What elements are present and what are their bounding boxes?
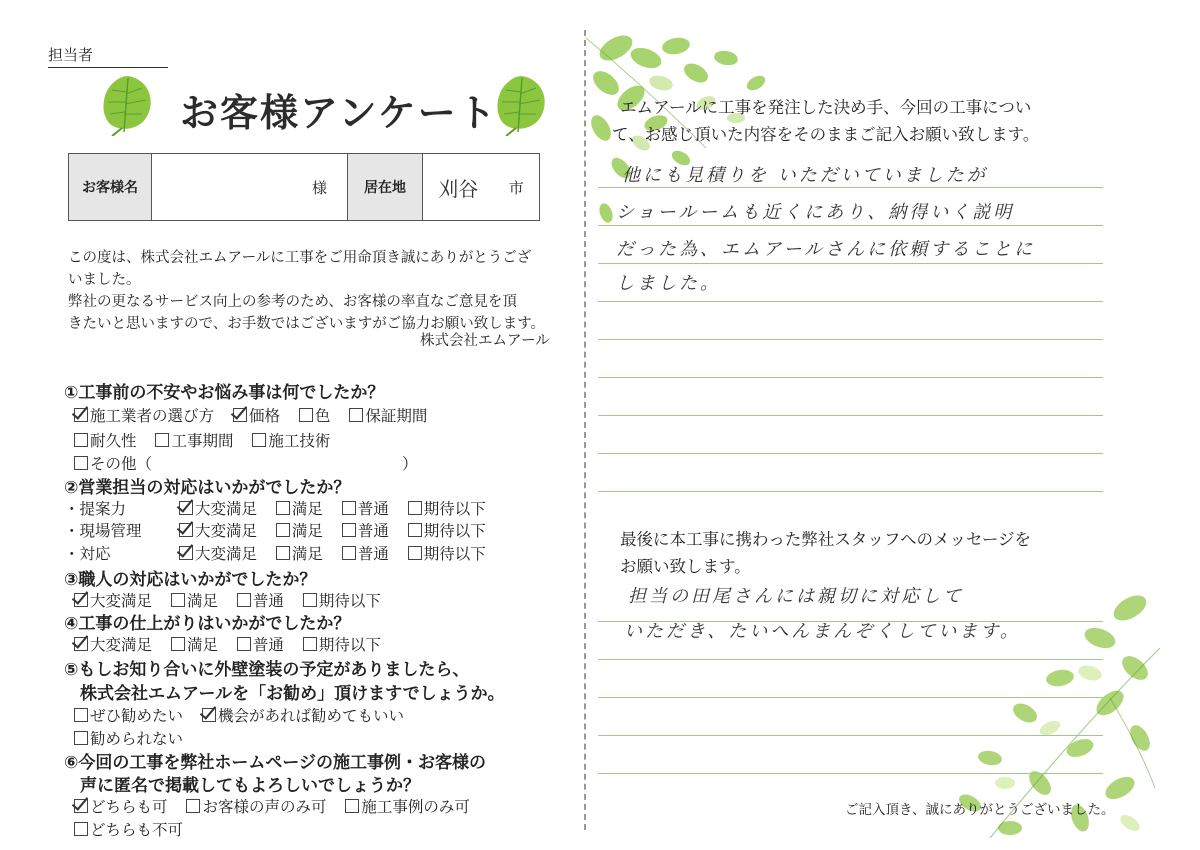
intro-line: この度は、株式会社エムアールに工事をご用命頂き誠にありがとうござ — [68, 250, 532, 266]
choice-label: 普通 — [357, 545, 389, 563]
q5-option[interactable] — [74, 704, 183, 726]
checkbox[interactable] — [342, 501, 356, 515]
q1-option[interactable] — [299, 404, 331, 426]
checkbox[interactable] — [345, 799, 359, 813]
checkbox[interactable] — [276, 546, 290, 560]
residence-suffix: 市 — [508, 178, 524, 197]
q4-title: ④工事の仕上がりはいかがでしたか？ — [64, 614, 351, 634]
checkbox[interactable] — [303, 637, 317, 651]
checkbox[interactable] — [186, 799, 200, 813]
checkbox-checked[interactable] — [179, 523, 193, 537]
q2-title: ②営業担当の対応はいかがでしたか？ — [64, 478, 351, 498]
customer-name-label: お客様名 — [69, 154, 152, 220]
q2-choice[interactable] — [408, 519, 486, 541]
intro-line: いました。 — [68, 272, 141, 288]
q6-title-line2: 声に匿名で掲載してもよろしいでしょうか？ — [80, 776, 420, 796]
choice-label: 満足 — [186, 592, 218, 610]
q2-choice[interactable] — [342, 497, 389, 519]
other-close-paren: ） — [402, 455, 418, 473]
q2-choice[interactable] — [408, 542, 486, 564]
checkbox[interactable] — [276, 501, 290, 515]
option-label: 色 — [314, 407, 331, 425]
q6-options-row1 — [74, 795, 484, 817]
q1-options-row3 — [74, 452, 418, 474]
checkbox[interactable] — [349, 408, 363, 422]
checkbox-checked[interactable] — [233, 408, 247, 422]
q5-options-row2 — [74, 727, 197, 749]
prompt1-line1: エムアールに工事を発注した決め手、今回の工事につい — [620, 98, 1032, 117]
tantou-label: 担当者 — [48, 44, 168, 68]
choice-label: 満足 — [291, 545, 323, 563]
choice-label: 大変満足 — [194, 500, 257, 518]
q4-choice[interactable] — [74, 633, 152, 655]
prompt1-line2: て、お感じ頂いた内容をそのままご記入お願い致します。 — [612, 125, 1040, 144]
q1-option[interactable] — [74, 404, 214, 426]
checkbox[interactable] — [74, 708, 88, 722]
q2-choice[interactable] — [179, 542, 257, 564]
checkbox-checked[interactable] — [202, 708, 216, 722]
q6-option[interactable] — [186, 795, 326, 817]
checkbox[interactable] — [171, 593, 185, 607]
checkbox[interactable] — [408, 523, 422, 537]
q2-row-label: ・提案力 — [64, 500, 127, 518]
option-label: どちらも不可 — [90, 821, 184, 839]
choice-label: 普通 — [252, 636, 284, 654]
q3-choice[interactable] — [303, 589, 381, 611]
choice-label: 期待以下 — [423, 522, 486, 540]
checkbox[interactable] — [74, 433, 88, 447]
q2-choice[interactable] — [179, 519, 257, 541]
q2-row — [64, 542, 500, 564]
q4-choice[interactable] — [303, 633, 381, 655]
q1-option-other[interactable] — [74, 452, 152, 474]
prompt2-line2: お願い致します。 — [620, 557, 751, 576]
checkbox[interactable] — [299, 408, 313, 422]
customer-info-table — [68, 153, 540, 221]
checkbox[interactable] — [237, 637, 251, 651]
q5-title-line2: 株式会社エムアールを「お勧め」頂けますでしょうか。 — [80, 684, 505, 704]
choice-label: 大変満足 — [90, 636, 153, 654]
checkbox[interactable] — [342, 546, 356, 560]
page-title: お客様アンケート — [180, 91, 498, 135]
choice-label: 期待以下 — [318, 592, 381, 610]
q1-option[interactable] — [74, 429, 137, 451]
q4-choice[interactable] — [237, 633, 284, 655]
checkbox[interactable] — [74, 456, 88, 470]
option-label: 勧められない — [90, 730, 184, 748]
thanks-note: ご記入頂き、誠にありがとうございました。 — [845, 802, 1115, 818]
q2-choice[interactable] — [408, 497, 486, 519]
q2-choice[interactable] — [179, 497, 257, 519]
q3-options — [74, 589, 395, 611]
intro-line: きたいと思いますので、お手数ではございますがご協力お願い致します。 — [68, 316, 546, 332]
q3-choice[interactable] — [237, 589, 284, 611]
choice-label: 大変満足 — [90, 592, 153, 610]
q2-row — [64, 497, 500, 519]
q6-option[interactable] — [74, 795, 168, 817]
choice-label: 普通 — [357, 500, 389, 518]
residence-field[interactable] — [423, 154, 539, 220]
option-label: 施工技術 — [268, 432, 331, 450]
choice-label: 大変満足 — [194, 522, 257, 540]
q2-row-label: ・現場管理 — [64, 522, 142, 540]
checkbox[interactable] — [155, 433, 169, 447]
q4-options — [74, 633, 395, 655]
checkbox[interactable] — [74, 731, 88, 745]
q1-option[interactable] — [349, 404, 427, 426]
checkbox-checked[interactable] — [74, 408, 88, 422]
option-label: お客様の声のみ可 — [202, 798, 327, 816]
q1-title: ①工事前の不安やお悩み事は何でしたか？ — [64, 383, 385, 403]
option-label: 工事期間 — [171, 432, 234, 450]
option-label: 耐久性 — [90, 432, 137, 450]
q1-option[interactable] — [233, 404, 280, 426]
q2-choice[interactable] — [276, 519, 323, 541]
checkbox-checked[interactable] — [74, 799, 88, 813]
choice-label: 満足 — [186, 636, 218, 654]
q1-option[interactable] — [155, 429, 233, 451]
choice-label: 普通 — [357, 522, 389, 540]
leaf-icon-left — [98, 72, 158, 136]
q5-option[interactable] — [74, 727, 183, 749]
answer2-ruled-lines — [598, 584, 1103, 774]
q6-option[interactable] — [74, 818, 183, 840]
checkbox[interactable] — [276, 523, 290, 537]
checkbox[interactable] — [171, 637, 185, 651]
leaf-icon-right — [492, 72, 552, 136]
answer1-line: だった為、エムアールさんに依頼することに — [616, 239, 1036, 260]
option-label: 施工事例のみ可 — [361, 798, 470, 816]
choice-label: 満足 — [291, 500, 323, 518]
q5-title-line1: ⑤もしお知り合いに外壁塗装の予定がありましたら、 — [64, 660, 470, 680]
q6-options-row2 — [74, 818, 197, 840]
option-label: どちらも可 — [90, 798, 168, 816]
q2-choice[interactable] — [342, 519, 389, 541]
q2-choice[interactable] — [276, 497, 323, 519]
q4-choice[interactable] — [171, 633, 218, 655]
choice-label: 普通 — [252, 592, 284, 610]
q2-row-label: ・対応 — [64, 545, 111, 563]
checkbox-checked[interactable] — [179, 546, 193, 560]
checkbox[interactable] — [74, 822, 88, 836]
choice-label: 満足 — [291, 522, 323, 540]
customer-name-suffix: 様 — [311, 178, 327, 197]
q5-options-row1 — [74, 704, 418, 726]
answer1-line: しました。 — [616, 273, 721, 294]
q3-choice[interactable] — [74, 589, 152, 611]
customer-name-field[interactable] — [152, 154, 348, 220]
q5-option[interactable] — [202, 704, 404, 726]
answer2-line: いただき、たいへんまんぞくしています。 — [624, 621, 1021, 642]
q2-choice[interactable] — [276, 542, 323, 564]
checkbox-checked[interactable] — [74, 637, 88, 651]
intro-line: 弊社の更なるサービス向上の参考のため、お客様の率直なご意見を頂 — [68, 294, 517, 310]
prompt2-line1: 最後に本工事に携わった弊社スタッフへのメッセージを — [620, 530, 1032, 549]
q2-row — [64, 519, 500, 541]
checkbox[interactable] — [408, 501, 422, 515]
option-label: 施工業者の選び方 — [90, 407, 215, 425]
q3-choice[interactable] — [171, 589, 218, 611]
checkbox-checked[interactable] — [74, 593, 88, 607]
residence-label: 居在地 — [348, 154, 423, 220]
q6-option[interactable] — [345, 795, 470, 817]
option-label: その他（ — [90, 455, 153, 473]
option-label: 保証期間 — [365, 407, 428, 425]
company-name: 株式会社エムアール — [420, 333, 550, 349]
q2-choice[interactable] — [342, 542, 389, 564]
answer1-line: ショールームも近くにあり、納得いく説明 — [616, 202, 1015, 223]
intro-text — [68, 247, 568, 335]
choice-label: 大変満足 — [194, 545, 257, 563]
checkbox[interactable] — [408, 546, 422, 560]
q6-title-line1: ⑥今回の工事を弊社ホームページの施工事例・お客様の — [64, 753, 487, 773]
checkbox[interactable] — [342, 523, 356, 537]
option-label: 価格 — [248, 407, 280, 425]
checkbox[interactable] — [303, 593, 317, 607]
checkbox[interactable] — [252, 433, 266, 447]
choice-label: 期待以下 — [423, 545, 486, 563]
checkbox-checked[interactable] — [179, 501, 193, 515]
q1-options-row2 — [74, 429, 344, 451]
residence-value: 刈谷 — [438, 176, 479, 201]
q3-title: ③職人の対応はいかがでしたか？ — [64, 570, 317, 590]
checkbox[interactable] — [237, 593, 251, 607]
option-label: ぜひ勧めたい — [90, 707, 184, 725]
q1-options-row1 — [74, 404, 441, 426]
answer1-line: 他にも見積りを いただいていましたが — [622, 165, 988, 186]
option-label: 機会があれば勧めてもいい — [217, 707, 404, 725]
q1-option[interactable] — [252, 429, 330, 451]
choice-label: 期待以下 — [423, 500, 486, 518]
answer2-line: 担当の田尾さんには親切に対応して — [628, 586, 964, 607]
choice-label: 期待以下 — [318, 636, 381, 654]
